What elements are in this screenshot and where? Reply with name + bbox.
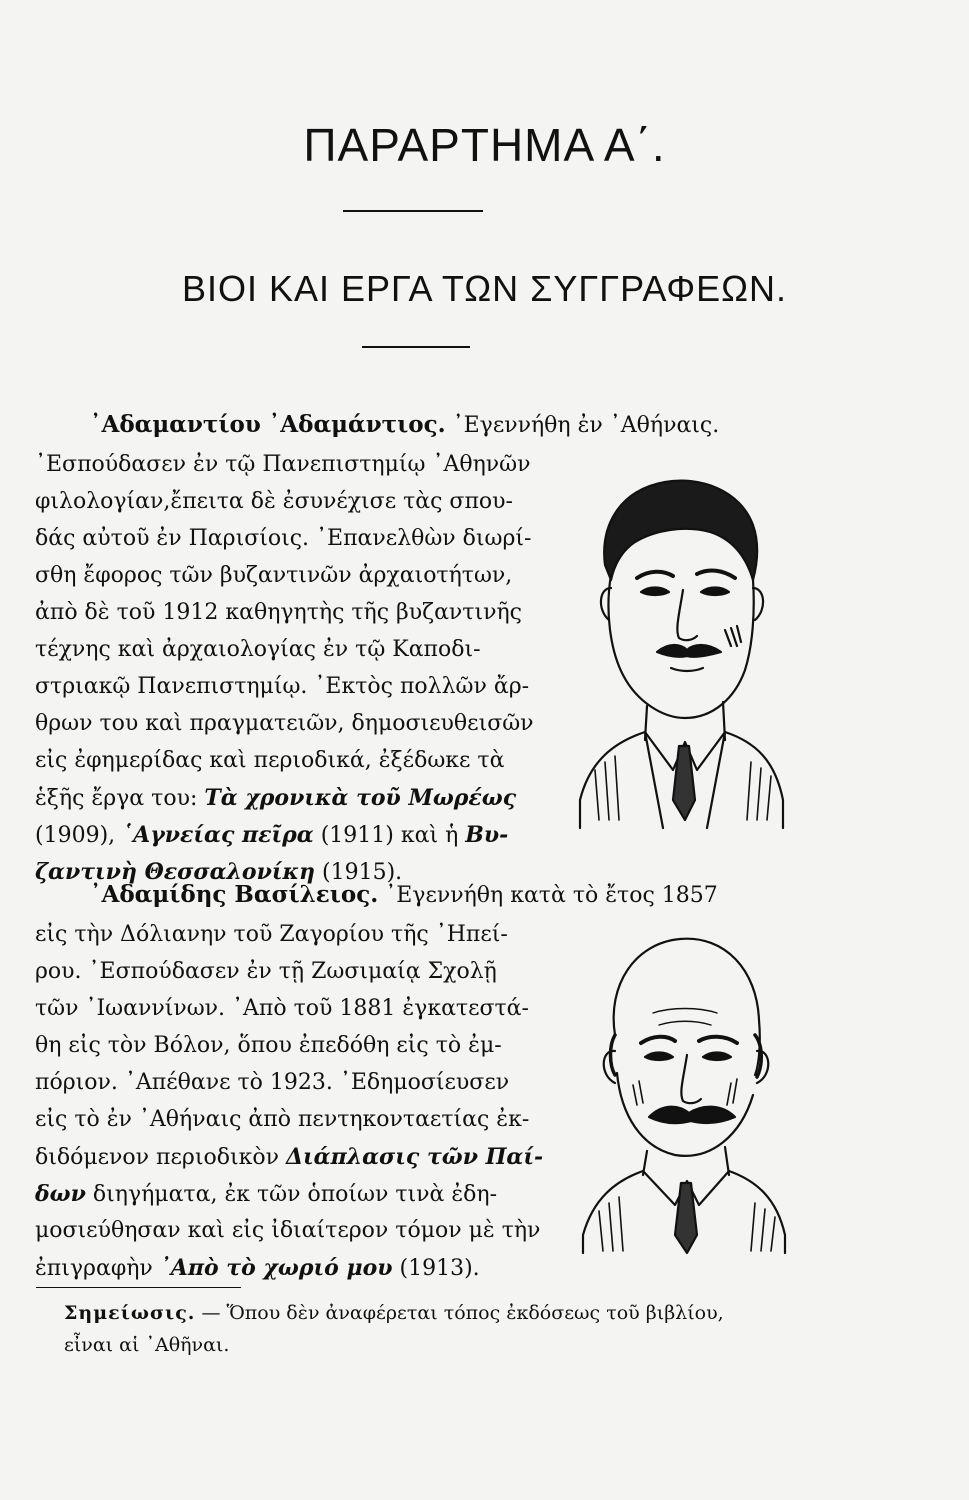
entry1-work3-end: ζαντινὴ Θεσσαλονίκη [35, 859, 315, 885]
entry2-periodical-end: δων [35, 1181, 86, 1207]
entry2-line8 [35, 1142, 543, 1173]
entry2-line9-text: διηγήματα, ἐκ τῶν ὁποίων τινὰ ἐδη- [92, 1182, 498, 1207]
appendix-title: ΠΑΡΑΡΤΗΜΑ Α΄. [303, 119, 666, 171]
entry1-line5: σθη ἔφορος τῶν βυζαντινῶν ἀρχαιοτήτων, [35, 563, 513, 588]
entry1-line12 [35, 820, 508, 851]
entry1-name: ᾿Αδαμαντίου ᾿Αδαμάντιος. [90, 411, 446, 438]
entry1-line7: τέχνης καὶ ἀρχαιολογίας ἐν τῷ Καποδι- [35, 637, 481, 662]
entry1-work1: Τὰ χρονικὰ τοῦ Μωρέως [204, 785, 517, 811]
entry2-line9 [35, 1179, 497, 1210]
title-divider [343, 210, 483, 212]
entry2-line4: τῶν ᾿Ιωαννίνων. ᾿Απὸ τοῦ 1881 ἐγκατεστά- [35, 996, 529, 1021]
entry1-line1-text: ᾿Εγεννήθη ἐν ᾿Αθήναις. [452, 413, 720, 438]
entry2-line8-text: διδόμενον περιοδικὸν [35, 1145, 279, 1170]
entry2-line5: θη εἰς τὸν Βόλον, ὅπου ἐπεδόθη εἰς τὸ ἐμ- [35, 1033, 502, 1058]
entry1-year3: (1915). [322, 860, 403, 885]
entry2-name: ᾿Αδαμίδης Βασίλειος. [90, 881, 379, 908]
entry1-year1: (1909), [35, 823, 116, 848]
entry2-periodical: Διάπλασις τῶν Παί- [285, 1144, 544, 1170]
entry1-line11-text: ἑξῆς ἔργα του: [35, 786, 198, 811]
entry2-line10: μοσιεύθησαν καὶ εἰς ἰδιαίτερον τόμον μὲ τὴν [35, 1218, 541, 1243]
entry1-line6: ἀπὸ δὲ τοῦ 1912 καθηγητὴς τῆς βυζαντινῆς [35, 600, 522, 625]
entry1-work3-start: Βυ- [465, 822, 509, 848]
entry1-line10: εἰς ἐφημερίδας καὶ περιοδικά, ἐξέδωκε τὰ [35, 748, 505, 773]
portrait-adamidis [575, 925, 790, 1255]
entry2-line3: ρου. ᾿Εσπούδασεν ἐν τῇ Ζωσιμαίᾳ Σχολῇ [35, 959, 497, 984]
entry1-line8: στριακῷ Πανεπιστημίῳ. ᾿Εκτὸς πολλῶν ἄρ- [35, 674, 530, 699]
footnote-rule [36, 1287, 241, 1288]
entry2-line11 [35, 1253, 480, 1284]
subtitle-divider [362, 346, 470, 348]
entry1-line1 [90, 410, 719, 441]
section-subtitle: ΒΙΟΙ ΚΑΙ ΕΡΓΑ ΤΩΝ ΣΥΓΓΡΑΦΕΩΝ. [181, 268, 788, 309]
entry1-line2: ᾿Εσπούδασεν ἐν τῷ Πανεπιστημίῳ ᾿Αθηνῶν [35, 452, 531, 477]
footnote-label: Σημείωσις. [64, 1302, 196, 1324]
entry1-year2: (1911) καὶ ἡ [320, 823, 459, 848]
entry1-line3: φιλολογίαν,ἔπειτα δὲ ἐσυνέχισε τὰς σπου- [35, 489, 513, 514]
entry2-line1-text: ᾿Εγεννήθη κατὰ τὸ ἔτος 1857 [385, 883, 718, 908]
footnote-text: — Ὅπου δὲν ἀναφέρεται τόπος ἐκδόσεως τοῦ βιβλίου, [201, 1302, 724, 1324]
entry2-line1 [90, 880, 718, 911]
entry2-book: ᾿Απὸ τὸ χωριό μου [159, 1255, 393, 1281]
entry1-line9: θρων του καὶ πραγματειῶν, δημοσιευθεισῶν [35, 711, 534, 736]
entry2-line6: πόριον. ᾿Απέθανε τὸ 1923. ᾿Εδημοσίευσεν [35, 1070, 510, 1095]
portrait-adamantiou [575, 470, 785, 830]
entry2-line11-text: ἐπιγραφὴν [35, 1256, 153, 1281]
entry1-line4: δάς αὐτοῦ ἐν Παρισίοις. ᾿Επανελθὼν διωρί- [35, 526, 532, 551]
entry2-line7: εἰς τὸ ἐν ᾿Αθήναις ἀπὸ πεντηκονταετίας ἐκ- [35, 1107, 530, 1132]
entry1-line11 [35, 783, 516, 814]
entry2-year: (1913). [399, 1256, 480, 1281]
entry2-line2: εἰς τὴν Δόλιανην τοῦ Ζαγορίου τῆς ᾿Ηπεί- [35, 922, 508, 947]
footnote-line1 [64, 1298, 724, 1328]
footnote-line2: εἶναι αἱ ᾿Αθῆναι. [64, 1334, 230, 1356]
entry1-work2: ῾Αγνείας πεῖρα [122, 822, 314, 848]
